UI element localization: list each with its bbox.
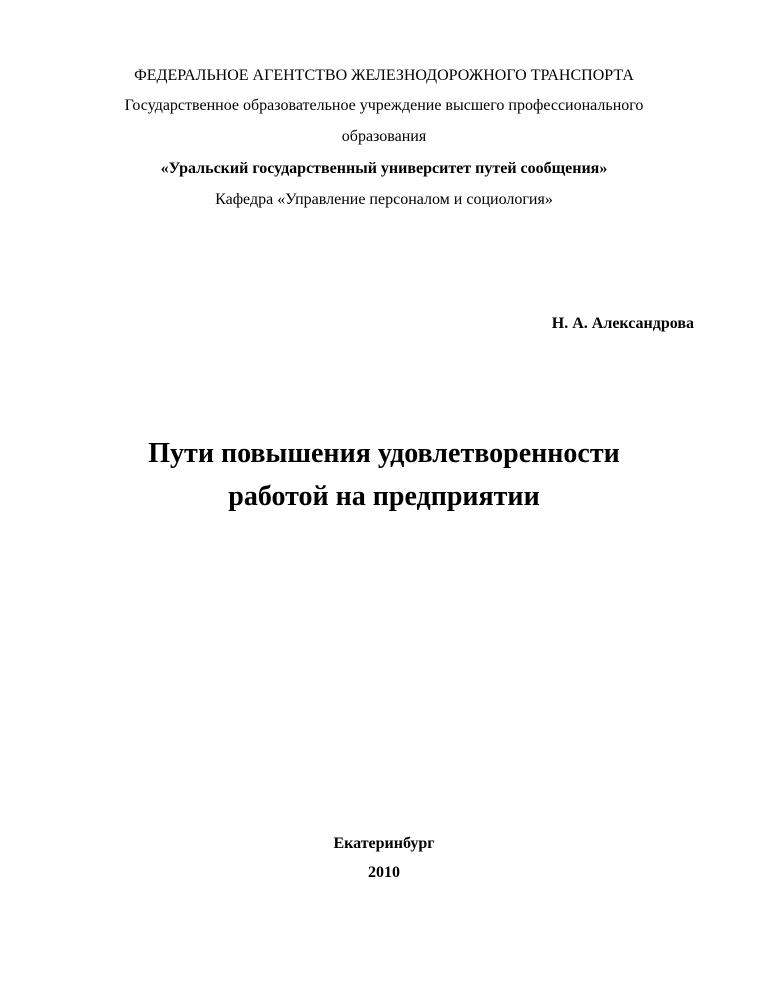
document-title-line-2: работой на предприятии <box>228 481 540 512</box>
university-name: «Уральский государственный университет путей сообщения» <box>160 160 608 177</box>
publication-year: 2010 <box>368 864 400 881</box>
publication-city: Екатеринбург <box>333 835 435 852</box>
institution-name-line-1: Государственное образовательное учреждение высшего профессионального <box>124 97 644 114</box>
author-name: Н. А. Александрова <box>551 315 694 332</box>
document-title-line-1: Пути повышения удовлетворенности <box>148 438 620 469</box>
department-name: Кафедра «Управление персоналом и социология» <box>215 191 553 208</box>
institution-name-line-2: образования <box>341 128 427 145</box>
agency-name: ФЕДЕРАЛЬНОЕ АГЕНТСТВО ЖЕЛЕЗНОДОРОЖНОГО ТРАНСПОРТА <box>134 67 634 84</box>
